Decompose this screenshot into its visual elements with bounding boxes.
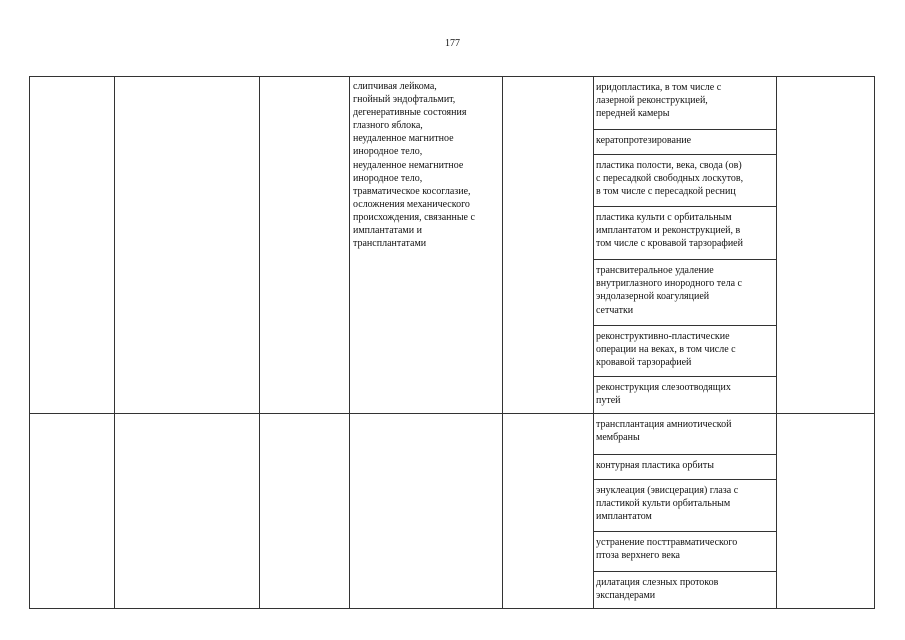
procedure-cell: энуклеация (эвисцерация) глаза с пластикой культи орбитальным имплантатом [593, 480, 776, 532]
column-divider [259, 414, 260, 608]
column-divider [502, 77, 503, 413]
procedure-cell: трансплантация амниотической мембраны [593, 414, 776, 455]
procedure-cell: иридопластика, в том числе с лазерной реконструкцией, передней камеры [593, 77, 776, 130]
procedure-cell: контурная пластика орбиты [593, 455, 776, 480]
column-divider [114, 77, 115, 413]
procedure-cell: пластика полости, века, свода (ов) с пересадкой свободных лоскутов, в том числе с пересадкой ресниц [593, 155, 776, 207]
procedure-cell: устранение посттравматического птоза верхнего века [593, 532, 776, 572]
procedure-cell: реконструктивно-пластические операции на веках, в том числе с кровавой тарзорафией [593, 326, 776, 377]
column-divider [776, 77, 777, 413]
procedure-cell: кератопротезирование [593, 130, 776, 155]
column-divider [114, 414, 115, 608]
column-divider [502, 414, 503, 608]
diagnosis-text: слипчивая лейкома, гнойный эндофтальмит, дегенеративные состояния глазного яблока, неудаленное магнитное инородное тело, неудаленное немагнитное инородное тело, травматическое косоглазие, осложнения механического происхождения, связанные с имплантатами и трансплантатами [353, 81, 475, 250]
procedure-cell: трансвитеральное удаление внутриглазного инородного тела с эндолазерной коагуляцией сетчатки [593, 260, 776, 326]
column-divider [349, 414, 350, 608]
page-number: 177 [445, 38, 460, 49]
procedure-cell: дилатация слезных протоков экспандерами [596, 577, 719, 602]
procedure-cell: пластика культи с орбитальным имплантатом и реконструкцией, в том числе с кровавой тарзорафией [593, 207, 776, 260]
procedure-cell: реконструкция слезоотводящих путей [596, 382, 731, 407]
column-divider [776, 414, 777, 608]
column-divider [349, 77, 350, 413]
column-divider [259, 77, 260, 413]
table-row [29, 413, 875, 609]
